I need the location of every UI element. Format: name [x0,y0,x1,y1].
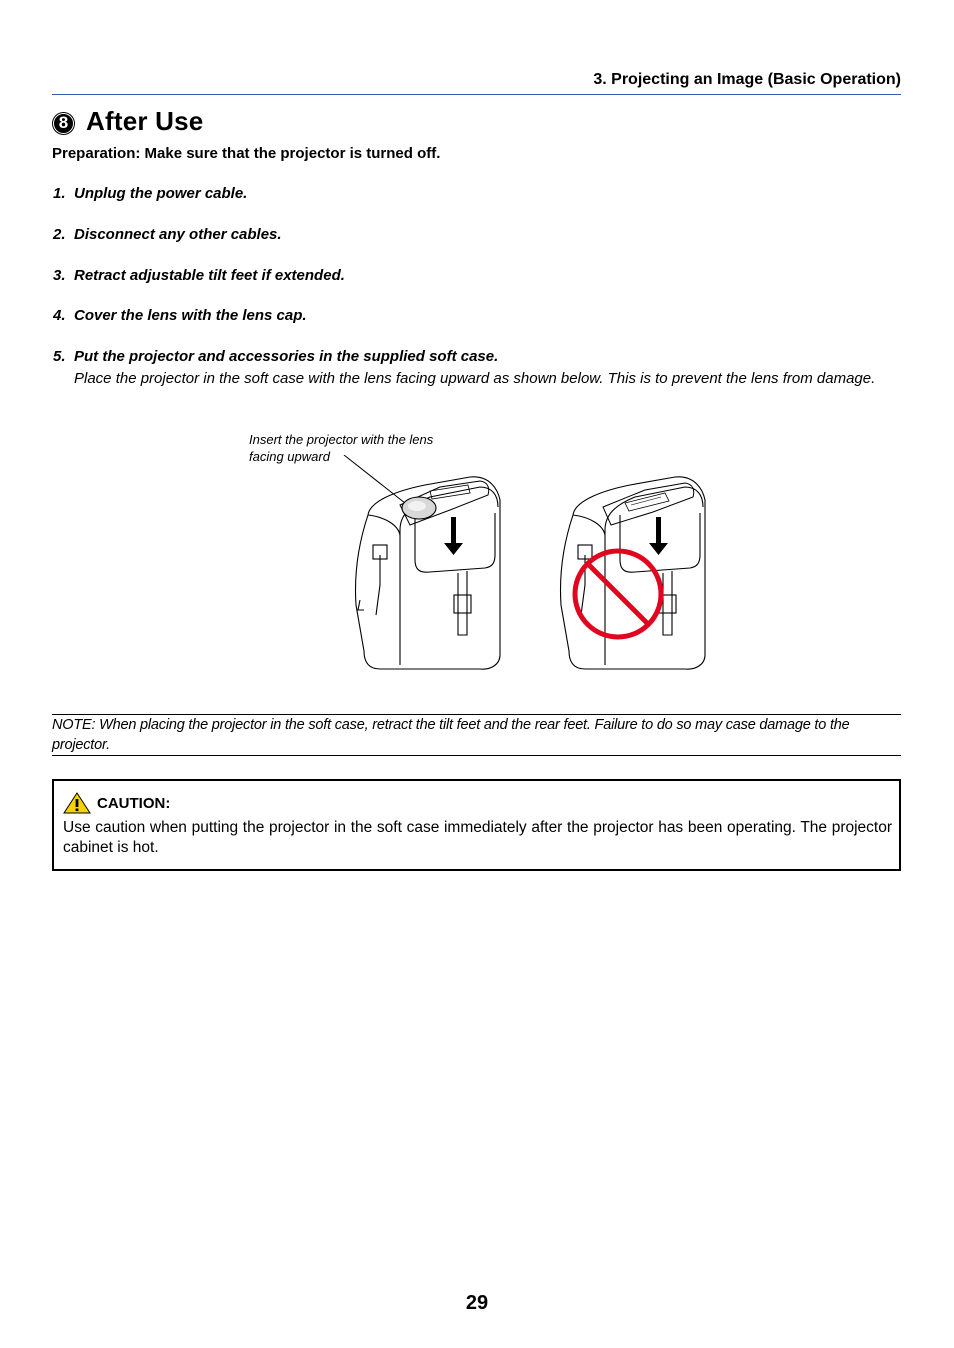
section-header-title: 3. Projecting an Image (Basic Operation) [593,71,901,88]
step-1 [53,185,247,202]
prohibited-icon [575,551,661,637]
insert-arrow-left [444,517,463,555]
header-divider [52,94,901,95]
step-number: 1. [53,185,66,202]
caution-title: CAUTION: [97,794,171,812]
step-text: Retract adjustable tilt feet if extended. [74,267,345,284]
preparation-text: Preparation: Make sure that the projector is turned off. [52,145,441,162]
section-heading [52,106,203,137]
step-text: Cover the lens with the lens cap. [74,307,307,324]
warning-icon [63,792,91,814]
note-box [52,714,901,756]
caution-header [63,792,170,814]
correct-orientation-case [356,477,501,669]
note-text: NOTE: When placing the projector in the soft case, retract the tilt feet and the rear feet. Failure to do so may case damage to the projector. [52,717,850,753]
step-2 [53,226,282,243]
step-3 [53,267,345,284]
caution-body: Use caution when putting the projector in the soft case immediately after the projector has been operating. The projector cabinet is hot. [63,819,892,856]
heading-number: 8 [53,113,74,134]
step-number: 4. [53,307,66,324]
page-title: After Use [86,106,204,136]
step-number: 2. [53,226,66,243]
caution-box [52,779,901,871]
step-text: Unplug the power cable. [74,185,248,202]
step-4 [53,307,307,324]
soft-case-illustration [340,455,720,680]
page-number: 29 [465,1292,489,1314]
step-text: Put the projector and accessories in the supplied soft case. [74,348,499,365]
insert-arrow-right [649,517,668,555]
step-5 [53,348,498,365]
callout-leader-line [344,455,410,507]
step-number: 5. [53,348,66,365]
callout-line-2: facing upward [249,449,330,464]
step-text: Disconnect any other cables. [74,226,282,243]
step-number-badge [52,112,75,135]
step-number: 3. [53,267,66,284]
callout-line-1: Insert the projector with the lens [249,432,434,447]
step-5-description: Place the projector in the soft case with the lens facing upward as shown below. This is to prevent the lens from damage. [74,370,876,387]
